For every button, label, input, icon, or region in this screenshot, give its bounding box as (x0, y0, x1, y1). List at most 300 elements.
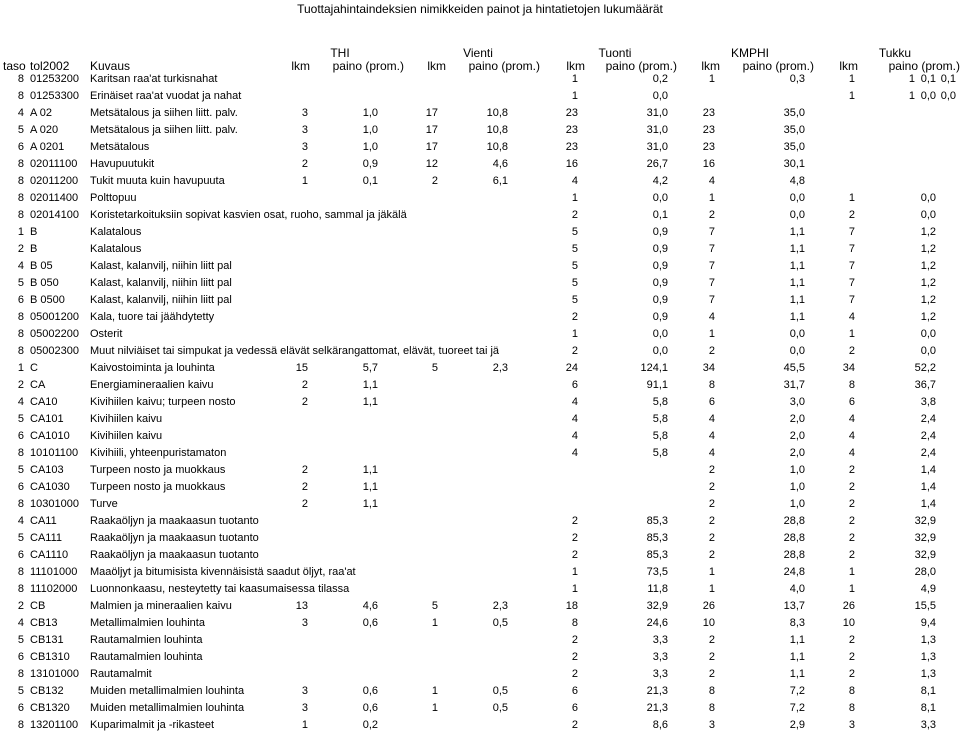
cell-desc: Erinäiset raa'at vuodat ja nahat (90, 90, 242, 102)
cell-paino3: 5,8 (652, 396, 668, 408)
cell-paino4: 45,5 (783, 362, 805, 374)
cell-desc: Kivihiili, yhteenpuristamaton (90, 447, 227, 459)
cell-paino2: 0,5 (492, 685, 508, 697)
cell-lkm4: 4 (708, 311, 715, 323)
cell-lkm4: 1 (708, 328, 715, 340)
header-paino-vienti: paino (prom.) (468, 59, 540, 73)
cell-paino4: 7,2 (789, 702, 805, 714)
cell-lkm5: 6 (848, 396, 855, 408)
cell-paino3: 3,3 (652, 668, 668, 680)
cell-tol: CA101 (30, 413, 64, 425)
header-paino-tuonti: paino (prom.) (605, 59, 677, 73)
cell-lkm3: 2 (571, 549, 578, 561)
cell-lkm4: 7 (708, 226, 715, 238)
cell-desc: Kivihiilen kaivu; turpeen nosto (90, 396, 236, 408)
cell-lkm3: 23 (565, 107, 578, 119)
cell-lkm3: 6 (571, 379, 578, 391)
cell-paino3: 31,0 (646, 124, 668, 136)
cell-lkm5: 2 (848, 634, 855, 646)
cell-tol: B (30, 226, 38, 238)
cell-tol: CA10 (30, 396, 58, 408)
cell-paino3: 0,9 (652, 277, 668, 289)
cell-paino6: 0,1 (940, 73, 956, 85)
cell-desc: Metsätalous ja siihen liitt. palv. (90, 107, 238, 119)
cell-taso: 8 (17, 328, 24, 340)
cell-lkm1: 1 (301, 719, 308, 731)
cell-paino4: 1,1 (789, 260, 805, 272)
cell-desc: Kalast, kalanvilj, niihin liitt pal (90, 294, 232, 306)
cell-lkm5: 7 (848, 226, 855, 238)
cell-paino5: 0,0 (920, 209, 936, 221)
header-tol2002: tol2002 (30, 59, 70, 73)
cell-paino4: 1,1 (789, 668, 805, 680)
cell-taso: 8 (17, 345, 24, 357)
table-row (0, 71, 960, 88)
cell-paino2: 0,5 (492, 617, 508, 629)
cell-lkm5: 1 (848, 90, 855, 102)
cell-taso: 6 (17, 294, 24, 306)
cell-paino3: 11,8 (647, 583, 668, 595)
cell-lkm5: 2 (848, 498, 855, 510)
cell-paino5: 0,0 (920, 192, 936, 204)
header-lkm-tuonti: lkm (566, 59, 585, 73)
cell-paino4: 0,0 (789, 345, 805, 357)
cell-lkm1: 2 (301, 464, 308, 476)
cell-tol: 11101000 (30, 566, 78, 578)
cell-lkm5: 34 (842, 362, 855, 374)
table-row (0, 241, 960, 258)
cell-desc: Kalast, kalanvilj, niihin liitt pal (90, 277, 232, 289)
cell-lkm3: 6 (571, 685, 578, 697)
cell-lkm4: 1 (708, 566, 715, 578)
cell-lkm4: 2 (708, 345, 715, 357)
header-paino-tukku: paino (prom.) (888, 59, 960, 73)
cell-lkm1: 3 (301, 702, 308, 714)
cell-tol: CB1320 (30, 702, 70, 714)
cell-tol: B 0500 (30, 294, 65, 306)
cell-lkm5: 8 (848, 685, 855, 697)
cell-paino1: 1,0 (362, 107, 378, 119)
table-row (0, 462, 960, 479)
cell-paino1: 4,6 (362, 600, 378, 612)
cell-paino1: 0,6 (362, 617, 378, 629)
cell-tol: B 050 (30, 277, 59, 289)
cell-lkm3: 2 (571, 532, 578, 544)
cell-desc: Kalatalous (90, 226, 142, 238)
cell-lkm5: 2 (848, 668, 855, 680)
cell-paino3: 31,0 (646, 141, 668, 153)
cell-desc: Muut nilviäiset tai simpukat ja vedessä elävät selkärangattomat, elävät, tuoreet tai jä (90, 345, 500, 357)
cell-paino3: 3,3 (652, 651, 668, 663)
cell-tol: 02011400 (30, 192, 79, 204)
cell-paino5: 2,4 (920, 413, 936, 425)
cell-lkm2: 1 (431, 617, 438, 629)
cell-tol: CB (30, 600, 46, 612)
cell-tol: A 02 (30, 107, 53, 119)
cell-paino3: 21,3 (646, 685, 668, 697)
cell-paino3: 3,3 (652, 634, 668, 646)
cell-lkm1: 3 (301, 141, 308, 153)
cell-taso: 8 (17, 668, 24, 680)
cell-paino3: 124,1 (640, 362, 668, 374)
cell-lkm5: 8 (848, 702, 855, 714)
cell-paino5: 3,3 (920, 719, 936, 731)
cell-desc: Rautamalmit (90, 668, 152, 680)
cell-lkm4: 1 (708, 192, 715, 204)
cell-lkm4: 4 (708, 413, 715, 425)
cell-lkm6: 1 (908, 90, 915, 102)
cell-lkm4: 2 (708, 634, 715, 646)
cell-lkm3: 2 (571, 515, 578, 527)
table-row (0, 530, 960, 547)
header-lkm-kmphi: lkm (701, 59, 720, 73)
table-row (0, 173, 960, 190)
cell-lkm4: 2 (708, 549, 715, 561)
cell-lkm1: 2 (301, 498, 308, 510)
cell-lkm1: 3 (301, 107, 308, 119)
cell-lkm5: 4 (848, 447, 855, 459)
cell-paino5: 1,2 (920, 226, 936, 238)
cell-lkm2: 17 (425, 141, 438, 153)
cell-paino3: 5,8 (652, 447, 668, 459)
cell-desc: Karitsan raa'at turkisnahat (90, 73, 218, 85)
cell-paino4: 13,7 (783, 600, 805, 612)
cell-paino3: 5,8 (652, 430, 668, 442)
cell-taso: 8 (17, 192, 24, 204)
table-row (0, 717, 960, 734)
cell-paino5: 28,0 (914, 566, 936, 578)
cell-paino3: 0,9 (652, 260, 668, 272)
cell-taso: 4 (17, 396, 24, 408)
cell-paino4: 0,3 (789, 73, 805, 85)
cell-taso: 2 (17, 600, 24, 612)
cell-desc: Muiden metallimalmien louhinta (90, 702, 245, 714)
cell-lkm3: 5 (571, 277, 578, 289)
table-row (0, 496, 960, 513)
cell-desc: Kivihiilen kaivu (90, 430, 163, 442)
cell-paino1: 1,1 (362, 379, 378, 391)
header-lkm-tukku: lkm (839, 59, 858, 73)
cell-lkm3: 1 (571, 583, 578, 595)
cell-lkm3: 16 (565, 158, 578, 170)
cell-lkm5: 7 (848, 294, 855, 306)
cell-paino4: 1,1 (789, 277, 805, 289)
cell-taso: 5 (17, 634, 24, 646)
cell-tol: CA1030 (30, 481, 70, 493)
cell-paino5: 8,1 (920, 702, 936, 714)
cell-tol: 01253300 (30, 90, 79, 102)
cell-paino3: 0,0 (652, 90, 668, 102)
cell-paino3: 85,3 (646, 549, 668, 561)
cell-lkm2: 1 (431, 702, 438, 714)
cell-paino3: 32,9 (646, 600, 668, 612)
table-row (0, 258, 960, 275)
cell-lkm4: 2 (708, 209, 715, 221)
cell-paino3: 0,9 (652, 311, 668, 323)
cell-taso: 6 (17, 481, 24, 493)
cell-lkm5: 3 (848, 719, 855, 731)
cell-taso: 8 (17, 311, 24, 323)
cell-paino5: 1,2 (920, 260, 936, 272)
cell-lkm2: 12 (425, 158, 438, 170)
header-kmphi: KMPHI (730, 46, 769, 60)
cell-paino3: 0,0 (652, 192, 668, 204)
cell-lkm4: 8 (708, 379, 715, 391)
cell-lkm4: 23 (702, 107, 715, 119)
cell-desc: Rautamalmien louhinta (90, 634, 203, 646)
cell-lkm3: 18 (565, 600, 578, 612)
cell-desc: Turpeen nosto ja muokkaus (90, 464, 226, 476)
cell-lkm3: 1 (571, 90, 578, 102)
cell-paino4: 1,0 (789, 464, 805, 476)
cell-lkm4: 2 (708, 515, 715, 527)
cell-paino5: 1,2 (920, 277, 936, 289)
cell-lkm4: 26 (702, 600, 715, 612)
cell-desc: Raakaöljyn ja maakaasun tuotanto (90, 549, 259, 561)
cell-lkm5: 7 (848, 260, 855, 272)
cell-desc: Polttopuu (90, 192, 137, 204)
cell-tol: CB13 (30, 617, 58, 629)
cell-paino3: 0,2 (652, 73, 668, 85)
cell-paino5: 1,2 (920, 311, 936, 323)
cell-lkm3: 2 (571, 311, 578, 323)
cell-paino4: 0,0 (789, 328, 805, 340)
cell-paino6: 0,0 (940, 90, 956, 102)
cell-tol: 13201100 (30, 719, 79, 731)
cell-tol: 05002300 (30, 345, 79, 357)
cell-paino1: 1,1 (362, 396, 378, 408)
table-row (0, 598, 960, 615)
cell-desc: Metsätalous (90, 141, 150, 153)
cell-lkm5: 2 (848, 345, 855, 357)
cell-lkm4: 1 (708, 73, 715, 85)
cell-lkm4: 2 (708, 481, 715, 493)
cell-lkm4: 2 (708, 532, 715, 544)
cell-desc: Tukit muuta kuin havupuuta (90, 175, 225, 187)
table-row (0, 377, 960, 394)
cell-lkm4: 8 (708, 685, 715, 697)
table-row (0, 207, 960, 224)
cell-lkm2: 5 (431, 600, 438, 612)
cell-taso: 4 (17, 515, 24, 527)
cell-lkm4: 7 (708, 260, 715, 272)
cell-tol: 02014100 (30, 209, 79, 221)
cell-desc: Metsätalous ja siihen liitt. palv. (90, 124, 238, 136)
cell-lkm4: 6 (708, 396, 715, 408)
cell-paino4: 28,8 (783, 515, 805, 527)
cell-paino5: 4,9 (920, 583, 936, 595)
cell-desc: Malmien ja mineraalien kaivu (90, 600, 232, 612)
cell-taso: 4 (17, 260, 24, 272)
cell-lkm4: 4 (708, 430, 715, 442)
cell-paino1: 5,7 (362, 362, 378, 374)
cell-taso: 8 (17, 90, 24, 102)
cell-taso: 6 (17, 651, 24, 663)
cell-lkm2: 17 (425, 107, 438, 119)
cell-taso: 2 (17, 243, 24, 255)
table-row (0, 326, 960, 343)
cell-lkm1: 2 (301, 379, 308, 391)
cell-paino5: 0,0 (920, 328, 936, 340)
cell-lkm5: 1 (848, 192, 855, 204)
table-row (0, 564, 960, 581)
cell-lkm3: 5 (571, 226, 578, 238)
cell-desc: Muiden metallimalmien louhinta (90, 685, 245, 697)
cell-paino5: 2,4 (920, 430, 936, 442)
cell-tol: CA1010 (30, 430, 70, 442)
cell-lkm5: 2 (848, 549, 855, 561)
cell-tol: C (30, 362, 38, 374)
header-lkm-vienti: lkm (427, 59, 446, 73)
cell-lkm4: 2 (708, 668, 715, 680)
cell-paino4: 1,0 (789, 498, 805, 510)
cell-lkm1: 13 (295, 600, 308, 612)
cell-paino2: 0,5 (492, 702, 508, 714)
cell-paino1: 0,6 (362, 702, 378, 714)
cell-taso: 8 (17, 566, 24, 578)
cell-lkm1: 1 (301, 175, 308, 187)
cell-lkm1: 3 (301, 617, 308, 629)
cell-lkm4: 23 (702, 141, 715, 153)
cell-taso: 5 (17, 277, 24, 289)
header-vienti: Vienti (463, 46, 493, 60)
cell-taso: 4 (17, 617, 24, 629)
cell-paino4: 3,0 (789, 396, 805, 408)
cell-paino5: 1,2 (920, 243, 936, 255)
cell-lkm3: 2 (571, 719, 578, 731)
table-row (0, 632, 960, 649)
cell-desc: Osterit (90, 328, 123, 340)
cell-taso: 8 (17, 583, 24, 595)
cell-paino5: 32,9 (914, 515, 936, 527)
cell-lkm5: 2 (848, 651, 855, 663)
cell-desc: Turpeen nosto ja muokkaus (90, 481, 226, 493)
cell-paino3: 0,9 (652, 294, 668, 306)
cell-paino3: 85,3 (646, 515, 668, 527)
cell-lkm1: 2 (301, 481, 308, 493)
cell-taso: 5 (17, 685, 24, 697)
cell-lkm4: 10 (702, 617, 715, 629)
cell-lkm4: 16 (702, 158, 715, 170)
cell-desc: Luonnonkaasu, nesteytetty tai kaasumaisessa tilassa (90, 583, 350, 595)
cell-taso: 5 (17, 124, 24, 136)
cell-lkm5: 2 (848, 209, 855, 221)
cell-lkm1: 3 (301, 124, 308, 136)
cell-taso: 4 (17, 107, 24, 119)
cell-desc: Kalatalous (90, 243, 142, 255)
cell-lkm1: 3 (301, 685, 308, 697)
cell-lkm3: 4 (571, 447, 578, 459)
cell-paino5: 1,3 (920, 651, 936, 663)
cell-paino5: 32,9 (914, 532, 936, 544)
table-row (0, 275, 960, 292)
table-row (0, 479, 960, 496)
cell-paino3: 0,1 (652, 209, 668, 221)
cell-paino4: 1,1 (789, 634, 805, 646)
table-row (0, 683, 960, 700)
cell-tol: CB132 (30, 685, 64, 697)
cell-paino4: 0,0 (789, 192, 805, 204)
cell-paino4: 8,3 (789, 617, 805, 629)
cell-tol: 02011200 (30, 175, 79, 187)
cell-paino4: 2,9 (789, 719, 805, 731)
table-row (0, 547, 960, 564)
cell-lkm5: 4 (848, 311, 855, 323)
cell-lkm3: 24 (565, 362, 578, 374)
cell-lkm4: 7 (708, 294, 715, 306)
table-row (0, 224, 960, 241)
cell-paino5: 8,1 (920, 685, 936, 697)
cell-lkm1: 15 (295, 362, 308, 374)
table-row (0, 411, 960, 428)
cell-lkm1: 2 (301, 158, 308, 170)
cell-lkm5: 1 (848, 583, 855, 595)
cell-paino4: 28,8 (783, 549, 805, 561)
cell-lkm5: 1 (848, 328, 855, 340)
cell-desc: Kuparimalmit ja -rikasteet (90, 719, 215, 731)
cell-lkm5: 2 (848, 532, 855, 544)
cell-paino4: 1,1 (789, 651, 805, 663)
cell-lkm3: 23 (565, 141, 578, 153)
cell-paino1: 0,1 (362, 175, 378, 187)
cell-paino4: 7,2 (789, 685, 805, 697)
cell-tol: 02011100 (30, 158, 78, 170)
cell-lkm5: 7 (848, 243, 855, 255)
cell-lkm3: 2 (571, 634, 578, 646)
cell-lkm3: 23 (565, 124, 578, 136)
table-row (0, 343, 960, 360)
cell-lkm3: 5 (571, 243, 578, 255)
cell-lkm3: 5 (571, 294, 578, 306)
table-row (0, 105, 960, 122)
cell-paino4: 28,8 (783, 532, 805, 544)
cell-paino4: 30,1 (783, 158, 805, 170)
cell-taso: 5 (17, 532, 24, 544)
cell-lkm5: 4 (848, 413, 855, 425)
cell-taso: 6 (17, 141, 24, 153)
cell-paino4: 4,8 (789, 175, 805, 187)
cell-lkm3: 4 (571, 430, 578, 442)
cell-paino1: 1,0 (362, 141, 378, 153)
cell-taso: 8 (17, 498, 24, 510)
cell-lkm3: 2 (571, 651, 578, 663)
cell-paino3: 24,6 (646, 617, 668, 629)
cell-paino4: 1,1 (789, 311, 805, 323)
cell-paino4: 35,0 (783, 141, 805, 153)
cell-paino5: 3,8 (920, 396, 936, 408)
cell-lkm3: 2 (571, 345, 578, 357)
cell-paino2: 4,6 (492, 158, 508, 170)
cell-lkm4: 3 (708, 719, 715, 731)
cell-desc: Kalast, kalanvilj, niihin liitt pal (90, 260, 232, 272)
cell-tol: B 05 (30, 260, 53, 272)
cell-lkm5: 7 (848, 277, 855, 289)
cell-taso: 8 (17, 158, 24, 170)
table-row (0, 581, 960, 598)
cell-paino5: 0,0 (920, 90, 936, 102)
table-row (0, 615, 960, 632)
cell-paino4: 2,0 (789, 430, 805, 442)
cell-paino5: 1,4 (920, 464, 936, 476)
cell-desc: Havupuutukit (90, 158, 155, 170)
cell-taso: 6 (17, 430, 24, 442)
cell-paino3: 26,7 (646, 158, 668, 170)
cell-taso: 2 (17, 379, 24, 391)
header-tukku: Tukku (878, 46, 912, 60)
cell-paino4: 1,1 (789, 294, 805, 306)
cell-tol: A 0201 (30, 141, 65, 153)
cell-paino2: 10,8 (486, 107, 508, 119)
